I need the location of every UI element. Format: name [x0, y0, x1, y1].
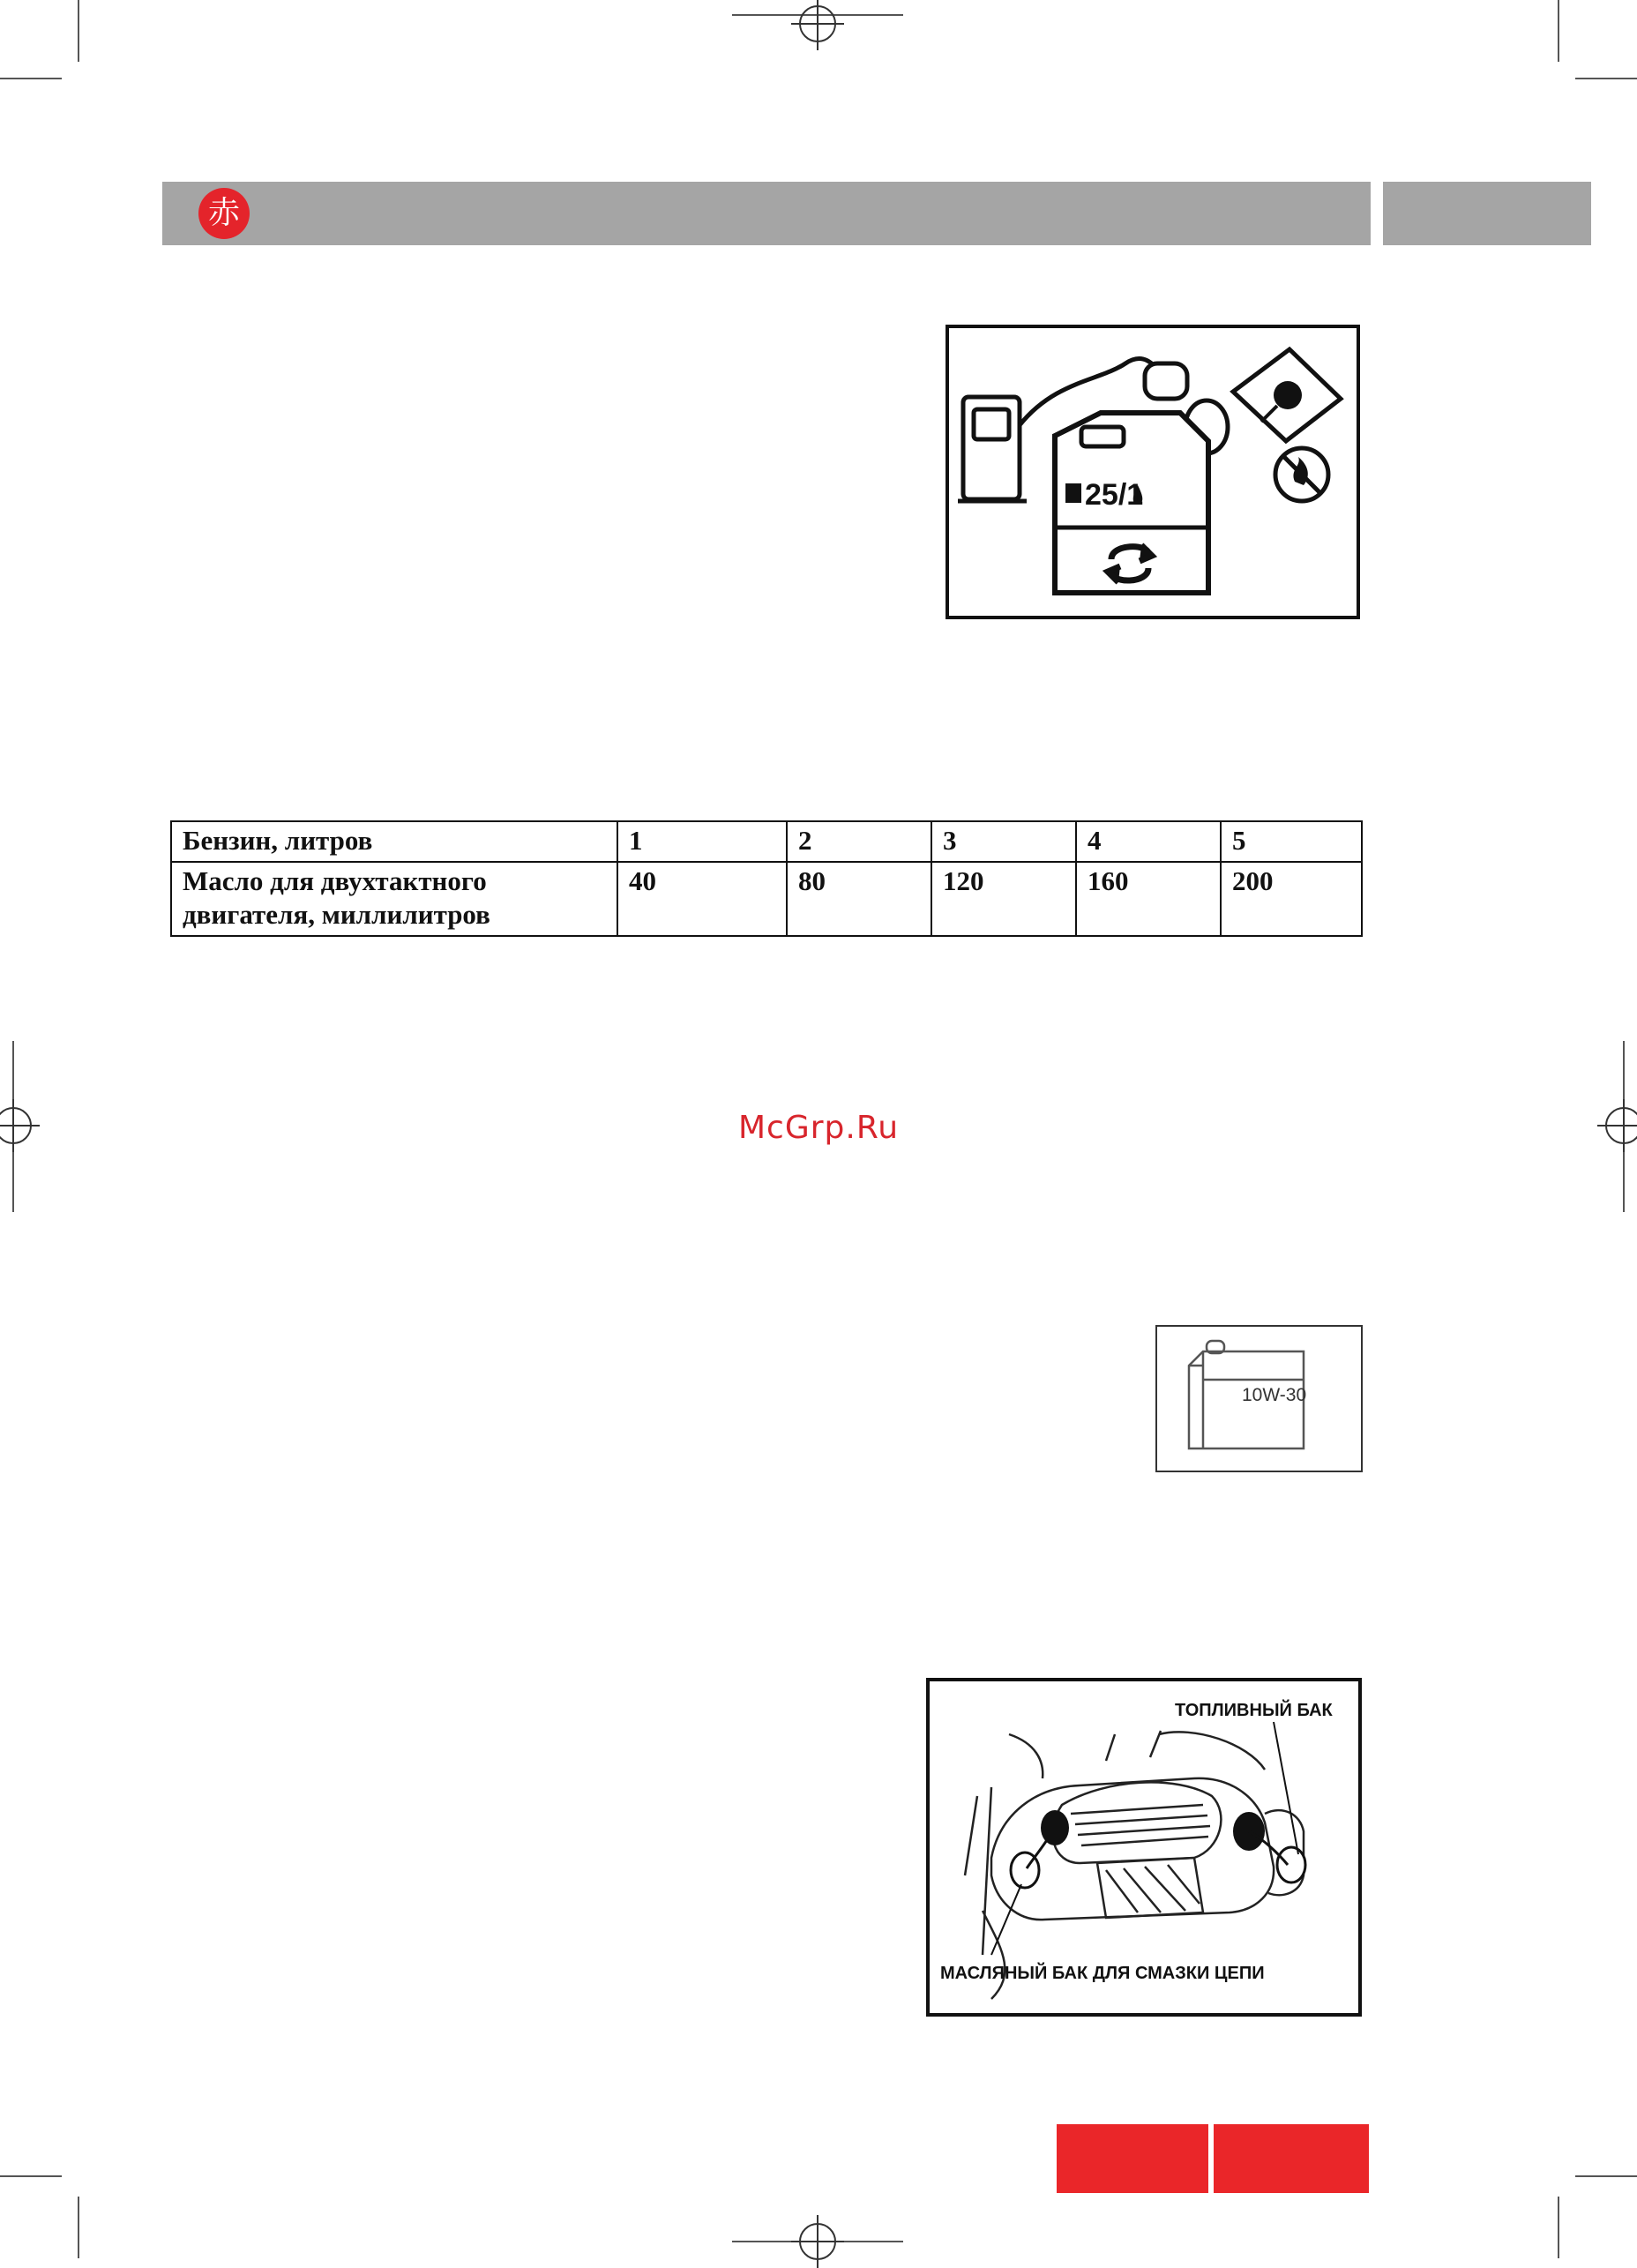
oil-grade-label: 10W-30: [1242, 1385, 1307, 1405]
crop-mark: [0, 2175, 62, 2177]
header-band: [162, 182, 1371, 245]
table-cell: 80: [787, 862, 931, 936]
brand-logo: 赤: [198, 188, 250, 239]
chain-oil-cap-icon: [991, 1810, 1069, 1955]
table-cell: 200: [1221, 862, 1362, 936]
fuel-oil-mix-table: [170, 820, 1363, 937]
oil-label-line-1: Масло для двухтактного: [183, 865, 487, 896]
footer-block-right: [1214, 2124, 1369, 2193]
crop-mark: [0, 78, 62, 79]
table-row: [171, 821, 1362, 862]
oil-label-line-2: двигателя, миллилитров: [183, 899, 490, 930]
fuel-mix-illustration: [946, 325, 1360, 619]
table-header-petrol-liters: Бензин, литров: [171, 821, 617, 862]
table-cell: 40: [617, 862, 787, 936]
table-cell: 1: [617, 821, 787, 862]
oil-drop-icon: [1233, 349, 1341, 441]
crop-mark: [78, 2197, 79, 2258]
fuel-tank-label: ТОПЛИВНЫЙ БАК: [1175, 1701, 1333, 1720]
fuel-mix-drawing: [949, 328, 1357, 616]
watermark: McGrp.Ru: [737, 1110, 900, 1146]
crop-mark: [1575, 2175, 1637, 2177]
crop-mark: [78, 0, 79, 62]
table-cell: 160: [1076, 862, 1221, 936]
table-row: [171, 862, 1362, 936]
fuel-can-icon: [1055, 413, 1208, 593]
can-ratio-label: 25/1: [1085, 478, 1144, 512]
table-header-oil-ml: [171, 862, 617, 936]
engine-oil-illustration: [1155, 1325, 1363, 1472]
header-tab: [1383, 182, 1591, 245]
table-cell: 3: [931, 821, 1076, 862]
footer-block-left: [1057, 2124, 1208, 2193]
chain-oil-tank-label: МАСЛЯНЫЙ БАК ДЛЯ СМАЗКИ ЦЕПИ: [940, 1964, 1265, 1983]
oil-can-drawing: [1157, 1327, 1361, 1471]
table-cell: 2: [787, 821, 931, 862]
fuel-pump-icon: [958, 397, 1027, 501]
crop-mark: [1558, 2197, 1559, 2258]
tanks-illustration: [926, 1678, 1362, 2017]
table-cell: 4: [1076, 821, 1221, 862]
table-cell: 120: [931, 862, 1076, 936]
registration-mark-bottom: [791, 2215, 844, 2268]
crop-mark: [1575, 78, 1637, 79]
no-fire-icon: [1275, 448, 1328, 501]
table-cell: 5: [1221, 821, 1362, 862]
fuel-tank-cap-icon: [1233, 1722, 1305, 1883]
crop-mark: [1558, 0, 1559, 62]
registration-mark-top: [791, 0, 844, 50]
